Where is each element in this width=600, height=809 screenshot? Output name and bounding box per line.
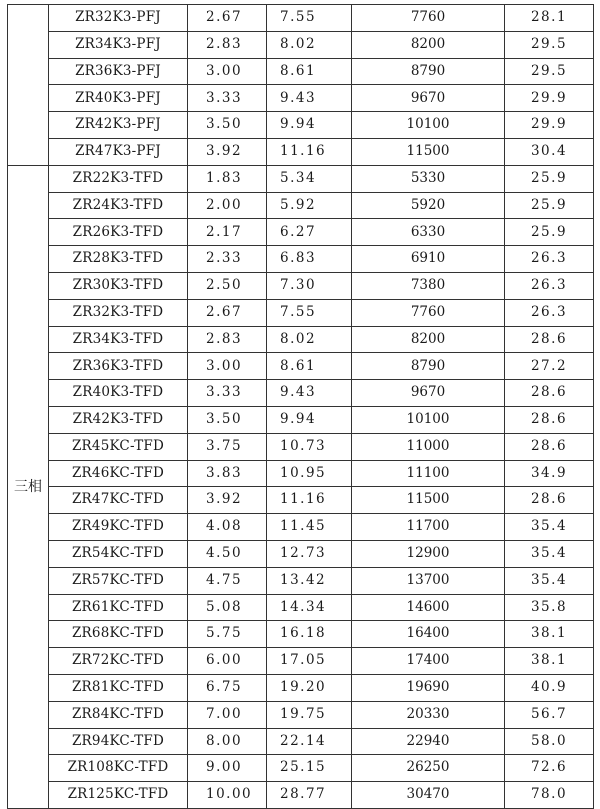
horsepower-cell: 4.50 <box>188 540 267 567</box>
horsepower-cell: 3.83 <box>188 460 267 487</box>
value-cell: 26.3 <box>505 299 594 326</box>
capacity-cell: 7380 <box>352 272 505 299</box>
table-row <box>8 514 594 541</box>
capacity-cell: 11000 <box>352 433 505 460</box>
capacity-cell: 14600 <box>352 594 505 621</box>
compressor-spec-table <box>7 4 594 809</box>
horsepower-cell: 3.50 <box>188 406 267 433</box>
horsepower-cell: 5.75 <box>188 621 267 648</box>
power-cell: 9.94 <box>267 112 352 139</box>
table-row <box>8 192 594 219</box>
capacity-cell: 8200 <box>352 326 505 353</box>
power-cell: 22.14 <box>267 728 352 755</box>
capacity-cell: 6910 <box>352 246 505 273</box>
power-cell: 13.42 <box>267 567 352 594</box>
table-row <box>8 433 594 460</box>
model-cell: ZR45KC-TFD <box>49 433 188 460</box>
capacity-cell: 7760 <box>352 299 505 326</box>
horsepower-cell: 6.75 <box>188 674 267 701</box>
model-cell: ZR68KC-TFD <box>49 621 188 648</box>
table-row <box>8 460 594 487</box>
power-cell: 7.30 <box>267 272 352 299</box>
table-row <box>8 380 594 407</box>
capacity-cell: 5920 <box>352 192 505 219</box>
capacity-cell: 30470 <box>352 782 505 809</box>
horsepower-cell: 2.17 <box>188 219 267 246</box>
table-row <box>8 165 594 192</box>
power-cell: 9.43 <box>267 380 352 407</box>
table-row <box>8 567 594 594</box>
horsepower-cell: 4.08 <box>188 514 267 541</box>
model-cell: ZR61KC-TFD <box>49 594 188 621</box>
model-cell: ZR42K3-TFD <box>49 406 188 433</box>
table-body <box>8 5 594 809</box>
power-cell: 7.55 <box>267 5 352 32</box>
value-cell: 26.3 <box>505 272 594 299</box>
value-cell: 56.7 <box>505 701 594 728</box>
horsepower-cell: 3.33 <box>188 380 267 407</box>
table-row <box>8 406 594 433</box>
capacity-cell: 11100 <box>352 460 505 487</box>
value-cell: 72.6 <box>505 755 594 782</box>
power-cell: 5.34 <box>267 165 352 192</box>
table-row <box>8 299 594 326</box>
horsepower-cell: 2.50 <box>188 272 267 299</box>
power-cell: 5.92 <box>267 192 352 219</box>
value-cell: 27.2 <box>505 353 594 380</box>
capacity-cell: 7760 <box>352 5 505 32</box>
capacity-cell: 10100 <box>352 406 505 433</box>
model-cell: ZR47KC-TFD <box>49 487 188 514</box>
horsepower-cell: 2.67 <box>188 5 267 32</box>
capacity-cell: 26250 <box>352 755 505 782</box>
horsepower-cell: 10.00 <box>188 782 267 809</box>
value-cell: 28.6 <box>505 487 594 514</box>
table-row <box>8 782 594 809</box>
value-cell: 29.9 <box>505 85 594 112</box>
model-cell: ZR34K3-PFJ <box>49 31 188 58</box>
model-cell: ZR36K3-TFD <box>49 353 188 380</box>
table-row <box>8 31 594 58</box>
power-cell: 6.27 <box>267 219 352 246</box>
model-cell: ZR47K3-PFJ <box>49 138 188 165</box>
value-cell: 28.6 <box>505 326 594 353</box>
phase-group-label: 三相 <box>8 165 49 808</box>
table-row <box>8 58 594 85</box>
model-cell: ZR42K3-PFJ <box>49 112 188 139</box>
phase-group-label <box>8 5 49 166</box>
table-row <box>8 272 594 299</box>
table-row <box>8 728 594 755</box>
power-cell: 8.61 <box>267 58 352 85</box>
table-row <box>8 621 594 648</box>
capacity-cell: 16400 <box>352 621 505 648</box>
table-row <box>8 701 594 728</box>
capacity-cell: 11500 <box>352 138 505 165</box>
horsepower-cell: 6.00 <box>188 648 267 675</box>
horsepower-cell: 8.00 <box>188 728 267 755</box>
power-cell: 6.83 <box>267 246 352 273</box>
value-cell: 25.9 <box>505 165 594 192</box>
capacity-cell: 17400 <box>352 648 505 675</box>
horsepower-cell: 4.75 <box>188 567 267 594</box>
value-cell: 58.0 <box>505 728 594 755</box>
model-cell: ZR108KC-TFD <box>49 755 188 782</box>
table-row <box>8 648 594 675</box>
horsepower-cell: 3.33 <box>188 85 267 112</box>
capacity-cell: 19690 <box>352 674 505 701</box>
horsepower-cell: 1.83 <box>188 165 267 192</box>
value-cell: 29.5 <box>505 58 594 85</box>
model-cell: ZR57KC-TFD <box>49 567 188 594</box>
horsepower-cell: 2.33 <box>188 246 267 273</box>
value-cell: 28.1 <box>505 5 594 32</box>
model-cell: ZR49KC-TFD <box>49 514 188 541</box>
value-cell: 38.1 <box>505 621 594 648</box>
value-cell: 25.9 <box>505 219 594 246</box>
power-cell: 10.73 <box>267 433 352 460</box>
horsepower-cell: 5.08 <box>188 594 267 621</box>
model-cell: ZR24K3-TFD <box>49 192 188 219</box>
power-cell: 7.55 <box>267 299 352 326</box>
table-row <box>8 353 594 380</box>
capacity-cell: 13700 <box>352 567 505 594</box>
model-cell: ZR54KC-TFD <box>49 540 188 567</box>
value-cell: 34.9 <box>505 460 594 487</box>
value-cell: 28.6 <box>505 380 594 407</box>
horsepower-cell: 2.83 <box>188 326 267 353</box>
model-cell: ZR46KC-TFD <box>49 460 188 487</box>
value-cell: 38.1 <box>505 648 594 675</box>
capacity-cell: 12900 <box>352 540 505 567</box>
capacity-cell: 20330 <box>352 701 505 728</box>
horsepower-cell: 3.92 <box>188 487 267 514</box>
model-cell: ZR22K3-TFD <box>49 165 188 192</box>
table-row <box>8 540 594 567</box>
power-cell: 17.05 <box>267 648 352 675</box>
model-cell: ZR36K3-PFJ <box>49 58 188 85</box>
capacity-cell: 9670 <box>352 85 505 112</box>
horsepower-cell: 3.92 <box>188 138 267 165</box>
model-cell: ZR30K3-TFD <box>49 272 188 299</box>
table-row <box>8 487 594 514</box>
power-cell: 11.16 <box>267 138 352 165</box>
table-row <box>8 5 594 32</box>
value-cell: 78.0 <box>505 782 594 809</box>
capacity-cell: 8790 <box>352 58 505 85</box>
value-cell: 29.5 <box>505 31 594 58</box>
capacity-cell: 8790 <box>352 353 505 380</box>
power-cell: 14.34 <box>267 594 352 621</box>
capacity-cell: 10100 <box>352 112 505 139</box>
model-cell: ZR40K3-PFJ <box>49 85 188 112</box>
value-cell: 25.9 <box>505 192 594 219</box>
model-cell: ZR34K3-TFD <box>49 326 188 353</box>
power-cell: 9.43 <box>267 85 352 112</box>
table-row <box>8 326 594 353</box>
capacity-cell: 8200 <box>352 31 505 58</box>
table-row <box>8 246 594 273</box>
model-cell: ZR84KC-TFD <box>49 701 188 728</box>
value-cell: 35.4 <box>505 514 594 541</box>
power-cell: 11.16 <box>267 487 352 514</box>
model-cell: ZR28K3-TFD <box>49 246 188 273</box>
model-cell: ZR26K3-TFD <box>49 219 188 246</box>
model-cell: ZR125KC-TFD <box>49 782 188 809</box>
model-cell: ZR32K3-PFJ <box>49 5 188 32</box>
value-cell: 28.6 <box>505 433 594 460</box>
horsepower-cell: 3.50 <box>188 112 267 139</box>
value-cell: 28.6 <box>505 406 594 433</box>
model-cell: ZR40K3-TFD <box>49 380 188 407</box>
power-cell: 19.20 <box>267 674 352 701</box>
capacity-cell: 9670 <box>352 380 505 407</box>
horsepower-cell: 3.75 <box>188 433 267 460</box>
table-row <box>8 594 594 621</box>
value-cell: 35.8 <box>505 594 594 621</box>
horsepower-cell: 3.00 <box>188 353 267 380</box>
power-cell: 11.45 <box>267 514 352 541</box>
power-cell: 25.15 <box>267 755 352 782</box>
horsepower-cell: 3.00 <box>188 58 267 85</box>
capacity-cell: 5330 <box>352 165 505 192</box>
table-row <box>8 219 594 246</box>
horsepower-cell: 7.00 <box>188 701 267 728</box>
table-row <box>8 85 594 112</box>
value-cell: 35.4 <box>505 540 594 567</box>
power-cell: 19.75 <box>267 701 352 728</box>
power-cell: 9.94 <box>267 406 352 433</box>
horsepower-cell: 2.67 <box>188 299 267 326</box>
horsepower-cell: 9.00 <box>188 755 267 782</box>
value-cell: 35.4 <box>505 567 594 594</box>
model-cell: ZR32K3-TFD <box>49 299 188 326</box>
table-row <box>8 112 594 139</box>
model-cell: ZR72KC-TFD <box>49 648 188 675</box>
power-cell: 28.77 <box>267 782 352 809</box>
power-cell: 8.02 <box>267 31 352 58</box>
power-cell: 8.02 <box>267 326 352 353</box>
table-row <box>8 138 594 165</box>
model-cell: ZR94KC-TFD <box>49 728 188 755</box>
value-cell: 29.9 <box>505 112 594 139</box>
table-row <box>8 755 594 782</box>
power-cell: 16.18 <box>267 621 352 648</box>
value-cell: 30.4 <box>505 138 594 165</box>
capacity-cell: 11700 <box>352 514 505 541</box>
power-cell: 10.95 <box>267 460 352 487</box>
capacity-cell: 22940 <box>352 728 505 755</box>
horsepower-cell: 2.00 <box>188 192 267 219</box>
power-cell: 8.61 <box>267 353 352 380</box>
horsepower-cell: 2.83 <box>188 31 267 58</box>
value-cell: 40.9 <box>505 674 594 701</box>
capacity-cell: 6330 <box>352 219 505 246</box>
capacity-cell: 11500 <box>352 487 505 514</box>
model-cell: ZR81KC-TFD <box>49 674 188 701</box>
value-cell: 26.3 <box>505 246 594 273</box>
table-row <box>8 674 594 701</box>
power-cell: 12.73 <box>267 540 352 567</box>
